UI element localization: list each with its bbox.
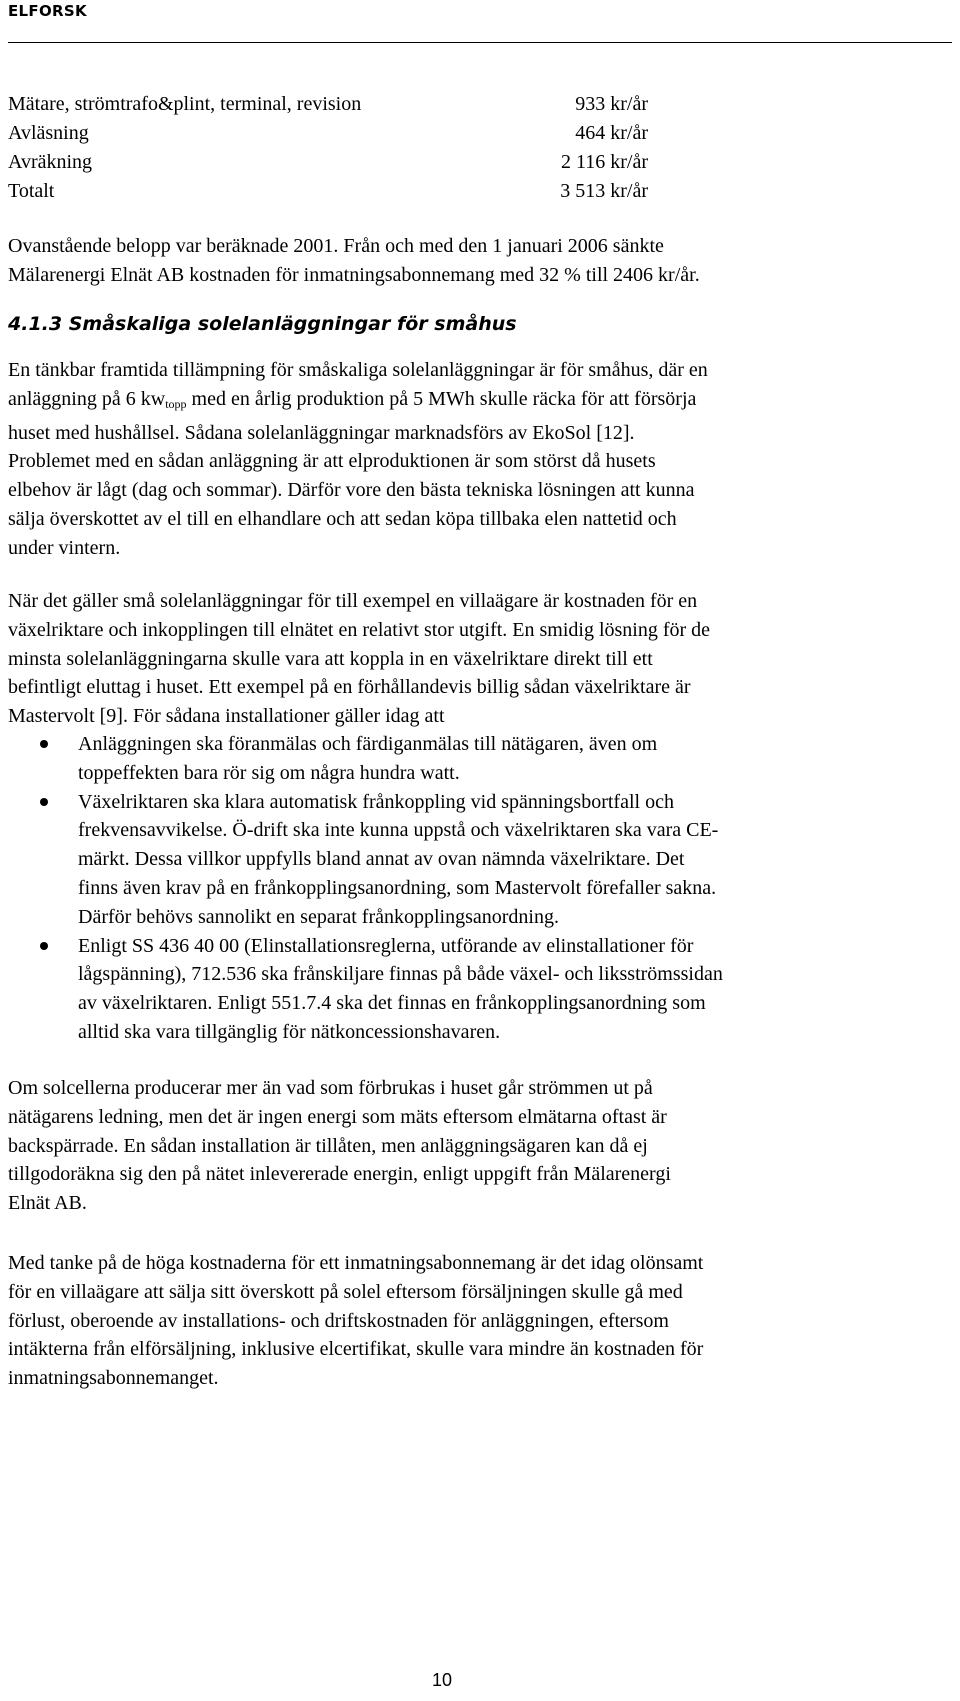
text-line: finns även krav på en frånkopplingsanordning, som Mastervolt förefaller sakna. xyxy=(78,876,717,899)
text-line: Enligt SS 436 40 00 (Elinstallationsreglerna, utförande av elinstallationer för xyxy=(78,934,694,957)
subscript: topp xyxy=(165,396,187,411)
list-item xyxy=(8,730,955,788)
text-line: inmatningsabonnemanget. xyxy=(8,1367,219,1390)
text-fragment: med en årlig produktion på 5 MWh skulle räcka för att försörja xyxy=(186,387,697,410)
text-line: märkt. Dessa villkor uppfylls bland annat av ovan nämnda växelriktare. Det xyxy=(78,848,685,871)
text-line: intäkterna från elförsäljning, inklusive elcertifikat, skulle vara mindre än kostnaden för xyxy=(8,1338,704,1361)
text-line: för en villaägare att sälja sitt överskott på solel eftersom försäljningen skulle gå med xyxy=(8,1280,683,1303)
paragraph-2 xyxy=(8,587,955,731)
text-line: av växelriktaren. Enligt 551.7.4 ska det finnas en frånkopplingsanordning som xyxy=(78,992,706,1015)
text-line: Problemet med en sådan anläggning är att elproduktionen är som störst då husets xyxy=(8,450,656,473)
text-line: minsta solelanläggningarna skulle vara att koppla in en växelriktare direkt till ett xyxy=(8,647,653,670)
cost-label: Totalt xyxy=(8,180,55,202)
text-line: nätägarens ledning, men det är ingen energi som mäts eftersom elmätarna oftast är xyxy=(8,1105,667,1128)
cost-row xyxy=(8,119,648,148)
text-line: Anläggningen ska föranmälas och färdiganmälas till nätägaren, även om xyxy=(78,733,658,755)
list-item xyxy=(8,932,955,1047)
text-line: under vintern. xyxy=(8,536,121,559)
bullet-icon xyxy=(40,740,48,748)
text-line: När det gäller små solelanläggningar för till exempel en villaägare är kostnaden för en xyxy=(8,590,698,612)
section-heading: 4.1.3 Småskaliga solelanläggningar för småhus xyxy=(8,313,517,335)
paragraph-4 xyxy=(8,1249,955,1393)
bullet-list xyxy=(8,730,955,1047)
text-line: förlust, oberoende av installations- och driftskostnaden för anläggningen, eftersom xyxy=(8,1309,669,1332)
cost-value: 3 513 kr/år xyxy=(560,180,648,202)
text-line: Med tanke på de höga kostnaderna för ett inmatningsabonnemang är det idag olönsamt xyxy=(8,1252,704,1274)
intro-paragraph xyxy=(8,232,955,290)
text-line: Därför behövs sannolikt en separat frånkopplingsanordning. xyxy=(78,905,559,928)
bullet-icon xyxy=(40,942,48,950)
text-line: Växelriktaren ska klara automatisk frånkoppling vid spänningsbortfall och xyxy=(78,790,674,813)
cost-value: 464 kr/år xyxy=(575,122,648,144)
cost-table xyxy=(8,90,648,206)
cost-label: Avläsning xyxy=(8,122,89,144)
cost-value: 2 116 kr/år xyxy=(560,151,648,173)
text-line: alltid ska vara tillgänglig för nätkoncessionshavaren. xyxy=(78,1020,501,1043)
text-line: Mälarenergi Elnät AB kostnaden för inmatningsabonnemang med 32 % till 2406 kr/år. xyxy=(8,263,700,286)
cost-value: 933 kr/år xyxy=(575,93,648,115)
text-line: växelriktare och inkopplingen till elnätet en relativt stor utgift. En smidig lösning för de xyxy=(8,618,711,641)
text-line: toppeffekten bara rör sig om några hundra watt. xyxy=(78,761,460,784)
cost-row xyxy=(8,177,648,206)
page-header xyxy=(8,0,952,43)
text-line: Om solcellerna producerar mer än vad som förbrukas i huset går strömmen ut på xyxy=(8,1077,653,1099)
brand-name: ELFORSK xyxy=(8,2,87,20)
paragraph-3 xyxy=(8,1074,955,1218)
text-line: sälja överskottet av el till en elhandlare och att sedan köpa tillbaka elen nattetid och xyxy=(8,507,677,530)
text-line: backspärrade. En sådan installation är tillåten, men anläggningsägaren kan då ej xyxy=(8,1134,648,1157)
page-number: 10 xyxy=(432,1670,453,1690)
text-line: Ovanstående belopp var beräknade 2001. Från och med den 1 januari 2006 sänkte xyxy=(8,235,664,257)
cost-row xyxy=(8,90,648,119)
text-line: elbehov är lågt (dag och sommar). Därför vore den bästa tekniska lösningen att kunna xyxy=(8,479,695,502)
text-line xyxy=(8,385,955,419)
text-line: Elnät AB. xyxy=(8,1192,87,1215)
text-line: En tänkbar framtida tillämpning för småskaliga solelanläggningar är för småhus, där en xyxy=(8,359,708,381)
paragraph-1 xyxy=(8,356,955,563)
bullet-icon xyxy=(40,798,48,806)
cost-label: Mätare, strömtrafo&plint, terminal, revision xyxy=(8,93,362,115)
text-line: huset med hushållsel. Sådana solelanläggningar marknadsförs av EkoSol [12]. xyxy=(8,421,635,444)
text-line: frekvensavvikelse. Ö-drift ska inte kunna uppstå och växelriktaren ska vara CE- xyxy=(78,819,719,842)
text-line: Mastervolt [9]. För sådana installationer gäller idag att xyxy=(8,705,445,728)
text-line: lågspänning), 712.536 ska frånskiljare finnas på både växel- och liksströmssidan xyxy=(78,963,723,986)
cost-label: Avräkning xyxy=(8,151,93,173)
text-fragment: anläggning på 6 kw xyxy=(8,387,166,410)
cost-row xyxy=(8,148,648,177)
text-line: tillgodoräkna sig den på nätet inlevererade energin, enligt uppgift från Mälarenergi xyxy=(8,1163,671,1186)
text-line: befintligt eluttag i huset. Ett exempel på en förhållandevis billig sådan växelriktare är xyxy=(8,676,691,699)
list-item xyxy=(8,788,955,932)
